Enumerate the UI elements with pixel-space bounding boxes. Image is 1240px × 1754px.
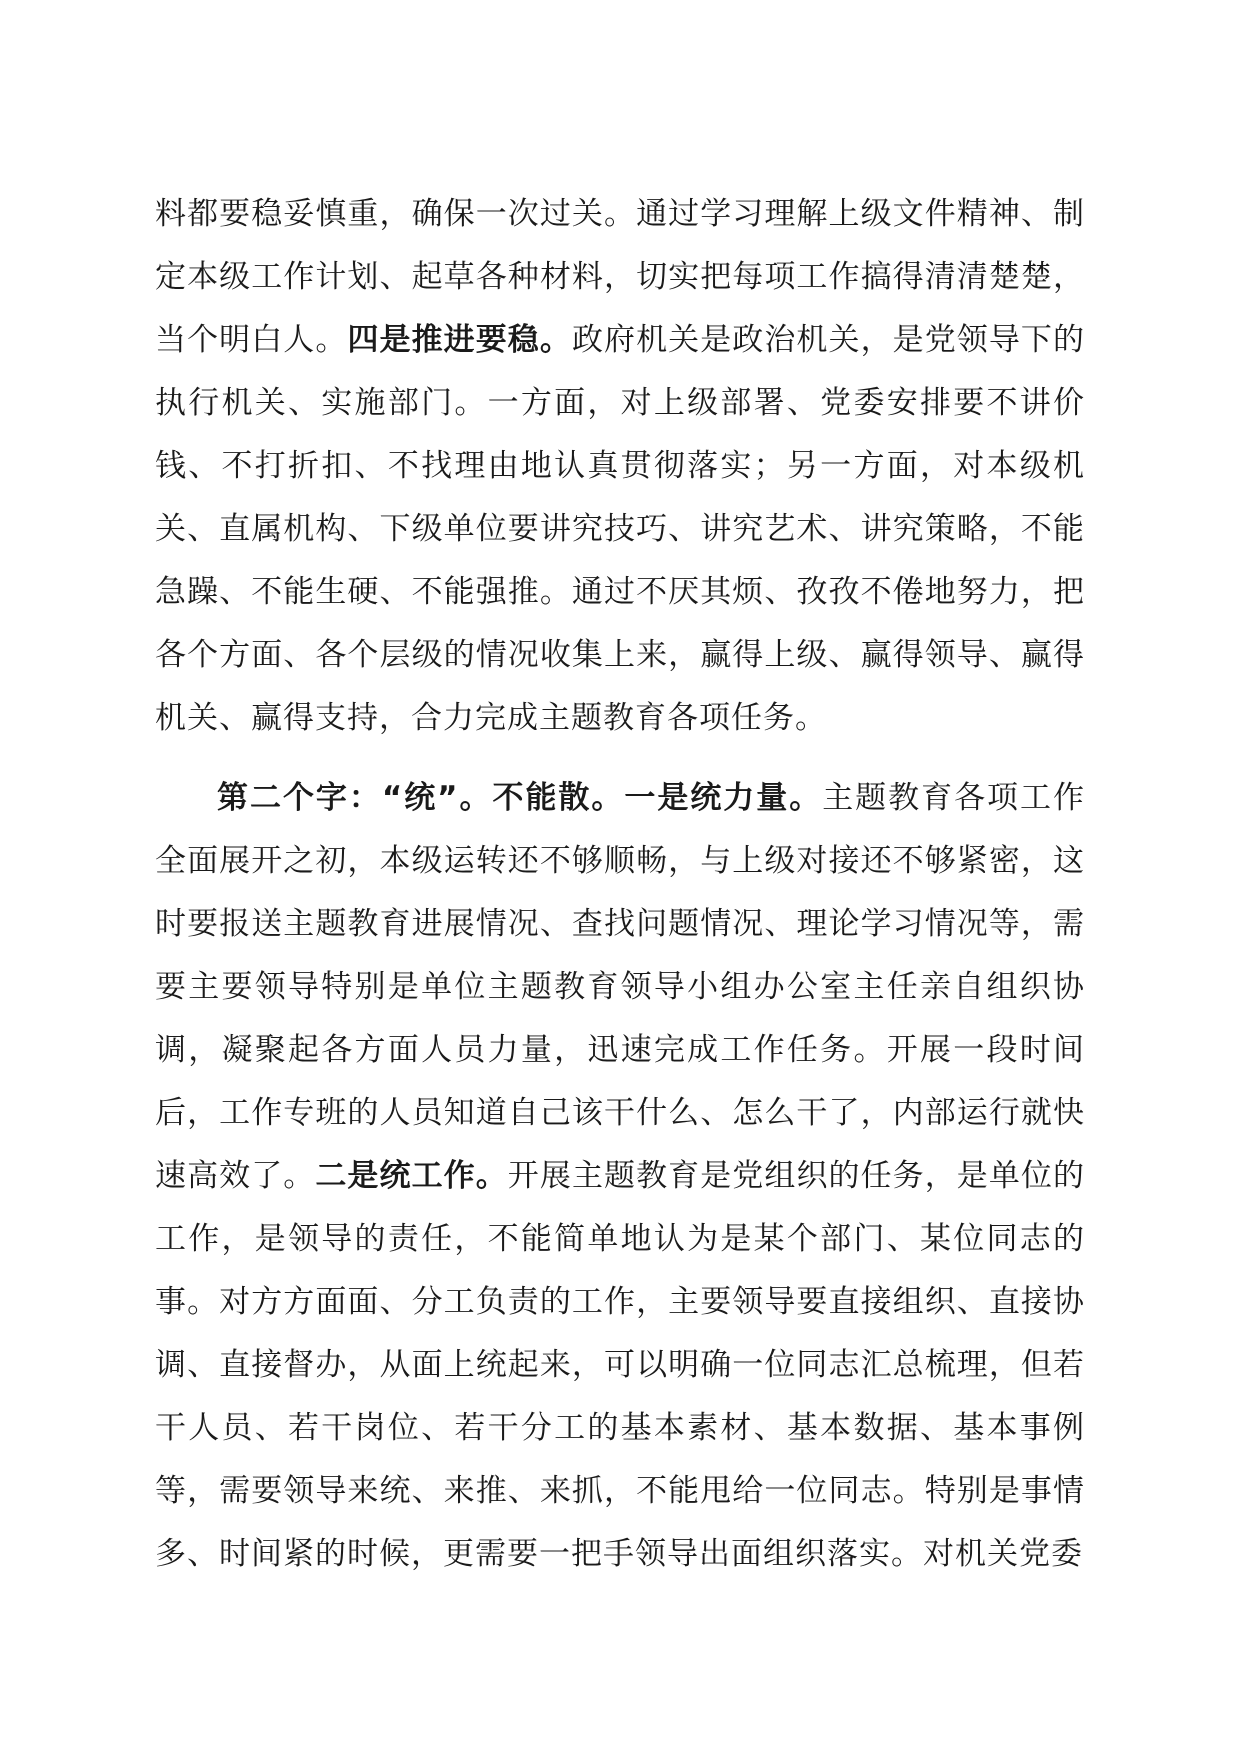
paragraph-2-text-a: 主题教育各项工作全面展开之初，本级运转还不够顺畅，与上级对接还不够紧密，这时要报送主题教育进展情况、查找问题情况、理论学习情况等，需要主要领导特别是单位主题教育领导小组办公室主任亲自组织协调，凝聚起各方面人员力量，迅速完成工作任务。开展一段时间后，工作专班的人员知道自己该干什么、怎么干了，内部运行就快速高效了。 — [155, 780, 1086, 1194]
paragraph-1-bold-heading: 四是推进要稳。 — [347, 322, 572, 358]
paragraph-2-text-b: 开展主题教育是党组织的任务，是单位的工作，是领导的责任，不能简单地认为是某个部门、某位同志的事。对方方面面、分工负责的工作，主要领导要直接组织、直接协调、直接督办，从面上统起来，可以明确一位同志汇总梳理，但若干人员、若干岗位、若干分工的基本素材、基本数据、基本事例等，需要领导来统、来推、来抓，不能甩给一位同志。特别是事情多、时间紧的时候，更需要一把手领导出面组织落实。对机关党委 — [155, 1158, 1086, 1572]
paragraph-2 — [155, 767, 1085, 1586]
paragraph-2-bold-heading: 第二个字：“统”。不能散。一是统力量。 — [217, 780, 823, 816]
paragraph-2-bold-subheading: 二是统工作。 — [315, 1158, 508, 1194]
paragraph-1-text-b: 政府机关是政治机关，是党领导下的执行机关、实施部门。一方面，对上级部署、党委安排要不讲价钱、不打折扣、不找理由地认真贯彻落实；另一方面，对本级机关、直属机构、下级单位要讲究技巧、讲究艺术、讲究策略，不能急躁、不能生硬、不能强推。通过不厌其烦、孜孜不倦地努力，把各个方面、各个层级的情况收集上来，赢得上级、赢得领导、赢得机关、赢得支持，合力完成主题教育各项任务。 — [155, 322, 1086, 736]
paragraph-1-text-a: 料都要稳妥慎重，确保一次过关。通过学习理解上级文件精神、制定本级工作计划、起草各种材料，切实把每项工作搞得清清楚楚，当个明白人。 — [155, 196, 1085, 358]
document-body — [155, 183, 1085, 1586]
paragraph-1 — [155, 183, 1085, 750]
